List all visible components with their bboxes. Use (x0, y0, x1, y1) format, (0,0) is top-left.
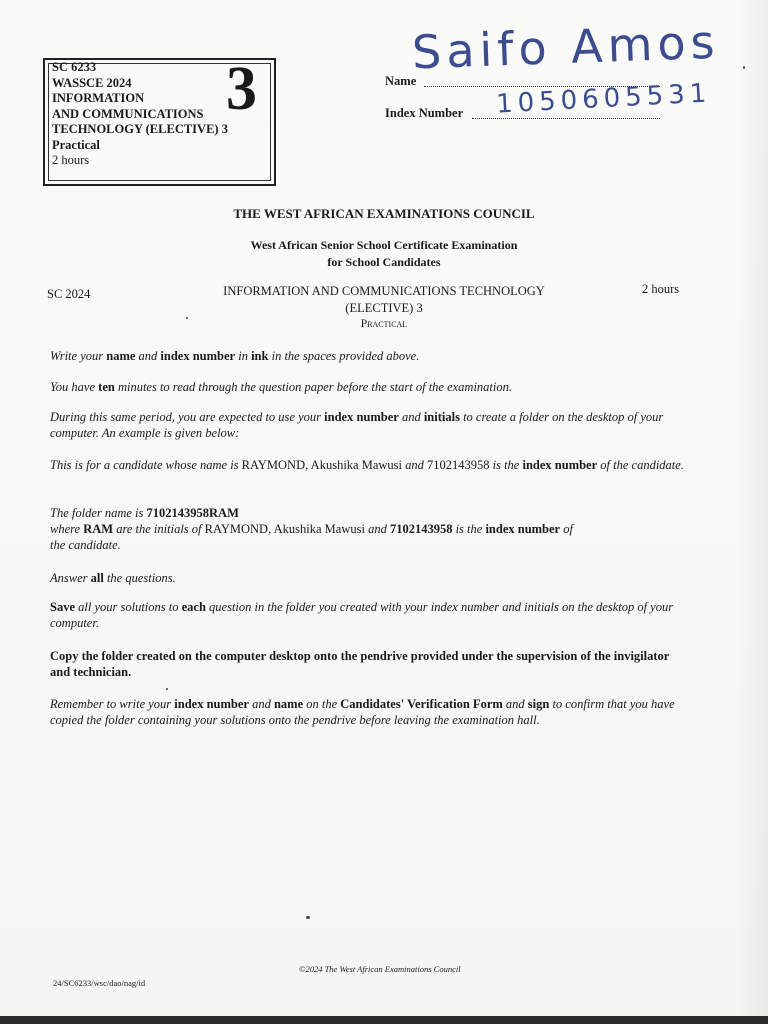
instruction-reading-time: You have ten minutes to read through the question paper before the start of the examination. (50, 380, 513, 394)
scan-bottom-edge (0, 1016, 768, 1024)
paper-code: SC 6233 (52, 60, 97, 74)
ink-speck (166, 688, 168, 690)
instruction-verification-form: Remember to write your index number and name on the Candidates' Verification Form and sign to confirm that you have copied the folder containing your solutions onto the pendrive before leaving the examination hall. (50, 697, 675, 727)
instruction-save-solutions: Save all your solutions to each question in the folder you created with your index number and initials on the desktop of your computer. (50, 600, 674, 630)
paper-code-left: SC 2024 (47, 287, 91, 301)
instruction-create-folder: During this same period, you are expected to use your index number and initials to create a folder on the desktop of your computer. An example is given below: (50, 410, 664, 440)
paper-type-title: Practical (360, 318, 408, 330)
document-reference: 24/SC6233/wsc/dao/nag/id (53, 978, 146, 988)
instruction-folder-name-example: The folder name is 7102143958RAM where RAM are the initials of RAYMOND, Akushika Mawusi and 7102143958 is the index number of the candidate. (50, 506, 573, 552)
paper-info-lines (52, 60, 228, 169)
instruction-copy-folder: Copy the folder created on the computer desktop onto the pendrive provided under the supervision of the invigilator and technician. (50, 649, 670, 679)
copyright-notice: ©2024 The West African Examinations Council (299, 964, 461, 974)
instruction-answer-all: Answer all the questions. (50, 571, 176, 585)
subject-title-line-1: INFORMATION AND COMMUNICATIONS TECHNOLOGY (223, 284, 545, 298)
paper-duration: 2 hours (52, 153, 90, 167)
exam-title-line-2: for School Candidates (327, 255, 441, 269)
index-number-handwriting: 1050605531 (495, 78, 713, 120)
instruction-name-index: Write your name and index number in ink in the spaces provided above. (50, 349, 420, 363)
paper-number: 3 (226, 55, 257, 123)
council-title: THE WEST AFRICAN EXAMINATIONS COUNCIL (233, 206, 535, 221)
subject-line-2: AND COMMUNICATIONS (52, 106, 204, 121)
subject-title-line-2: (ELECTIVE) 3 (345, 301, 423, 315)
subject-line-3: TECHNOLOGY (ELECTIVE) 3 (52, 122, 228, 136)
paper-type: Practical (52, 137, 100, 152)
name-label: Name (385, 74, 417, 88)
name-handwriting: Saifo Amos (411, 14, 721, 80)
ink-speck (306, 916, 310, 919)
duration-right: 2 hours (642, 282, 680, 296)
ink-speck (186, 317, 188, 319)
ink-speck (743, 66, 745, 69)
subject-line-1: INFORMATION (52, 91, 145, 105)
exam-title-line-1: West African Senior School Certificate Examination (250, 238, 518, 252)
instruction-example-candidate: This is for a candidate whose name is RAYMOND, Akushika Mawusi and 7102143958 is the index number of the candidate. (50, 458, 684, 472)
exam-name: WASSCE 2024 (52, 75, 132, 90)
page-shadow (738, 0, 768, 1016)
index-number-label: Index Number (385, 106, 464, 120)
